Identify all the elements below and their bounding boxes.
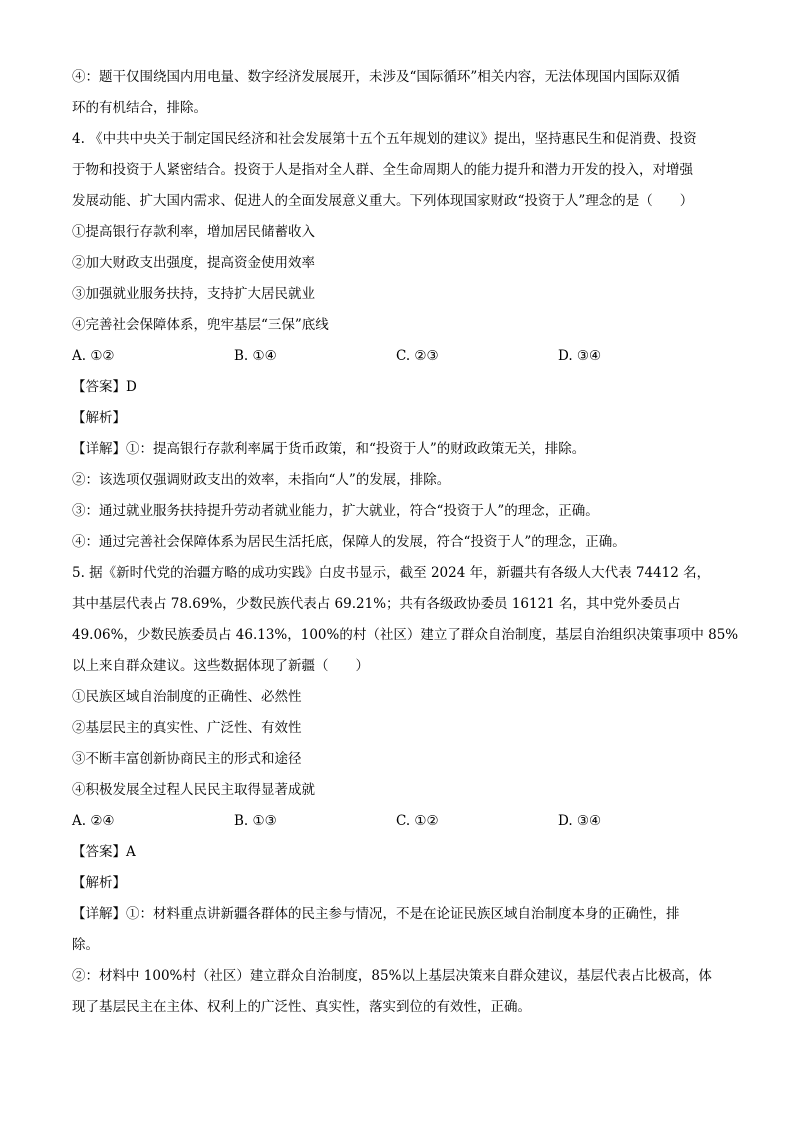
question-5-stem: 其中基层代表占 78.69%，少数民族代表占 69.21%；共有各级政协委员 16121 名，其中党外委员占 [72, 596, 681, 612]
option-a: A. ①② [72, 348, 115, 364]
option-b: B. ①③ [234, 813, 277, 829]
question-4-detail: 【详解】①：提高银行存款利率属于货币政策，和“投资于人”的财政政策无关，排除。 [72, 441, 586, 457]
question-5-detail: 除。 [72, 937, 99, 953]
option-d: D. ③④ [558, 813, 602, 829]
question-4-item: ③加强就业服务扶持，支持扩大居民就业 [72, 286, 315, 302]
document-page [72, 62, 739, 1023]
question-5-item: ②基层民主的真实性、广泛性、有效性 [72, 720, 302, 736]
question-5-detail: ②：材料中 100%村（社区）建立群众自治制度，85%以上基层决策来自群众建议，基层代表占比极高，体 [72, 968, 712, 984]
question-5-options [72, 806, 722, 837]
prev-explanation-line: 环的有机结合，排除。 [72, 100, 207, 116]
question-4-detail: ③：通过就业服务扶持提升劳动者就业能力，扩大就业，符合“投资于人”的理念，正确。 [72, 503, 599, 519]
question-4-stem: 于物和投资于人紧密结合。投资于人是指对全人群、全生命周期人的能力提升和潜力开发的投入，对增强 [72, 162, 693, 178]
question-4-item: ①提高银行存款利率，增加居民储蓄收入 [72, 224, 315, 240]
question-4-detail: ②：该选项仅强调财政支出的效率，未指向“人”的发展，排除。 [72, 472, 451, 488]
option-c: C. ①② [396, 813, 439, 829]
question-4-item: ④完善社会保障体系，兜牢基层“三保”底线 [72, 317, 329, 333]
question-4-detail: ④：通过完善社会保障体系为居民生活托底，保障人的发展，符合“投资于人”的理念，正确。 [72, 534, 626, 550]
question-4-answer: 【答案】D [72, 379, 137, 395]
question-5-detail: 【详解】①：材料重点讲新疆各群体的民主参与情况，不是在论证民族区域自治制度本身的正确性，排 [72, 906, 680, 922]
question-4-stem: 4. 《中共中央关于制定国民经济和社会发展第十五个五年规划的建议》提出，坚持惠民生和促消费、投资 [72, 131, 697, 147]
option-a: A. ②④ [72, 813, 115, 829]
question-5-stem: 49.06%，少数民族委员占 46.13%，100%的村（社区）建立了群众自治制度，基层自治组织决策事项中 85% [72, 627, 739, 643]
question-5-stem: 以上来自群众建议。这些数据体现了新疆（ ） [72, 658, 369, 674]
question-5-answer: 【答案】A [72, 844, 136, 860]
question-5-analysis-heading: 【解析】 [72, 875, 126, 891]
question-5-item: ④积极发展全过程人民民主取得显著成就 [72, 782, 315, 798]
question-5-item: ①民族区域自治制度的正确性、必然性 [72, 689, 302, 705]
prev-explanation-line: ④：题干仅围绕国内用电量、数字经济发展展开，未涉及“国际循环”相关内容，无法体现国内国际双循 [72, 69, 680, 85]
question-4-stem: 发展动能、扩大国内需求、促进人的全面发展意义重大。下列体现国家财政“投资于人”理念的是（ ） [72, 193, 694, 209]
question-5-item: ③不断丰富创新协商民主的形式和途径 [72, 751, 302, 767]
question-4-options [72, 341, 722, 372]
question-5-stem: 5. 据《新时代党的治疆方略的成功实践》白皮书显示，截至 2024 年，新疆共有各级人大代表 74412 名， [72, 565, 711, 581]
option-c: C. ②③ [396, 348, 439, 364]
option-d: D. ③④ [558, 348, 602, 364]
question-4-analysis-heading: 【解析】 [72, 410, 126, 426]
question-4-item: ②加大财政支出强度，提高资金使用效率 [72, 255, 315, 271]
question-5-detail: 现了基层民主在主体、权利上的广泛性、真实性，落实到位的有效性，正确。 [72, 999, 531, 1015]
option-b: B. ①④ [234, 348, 277, 364]
